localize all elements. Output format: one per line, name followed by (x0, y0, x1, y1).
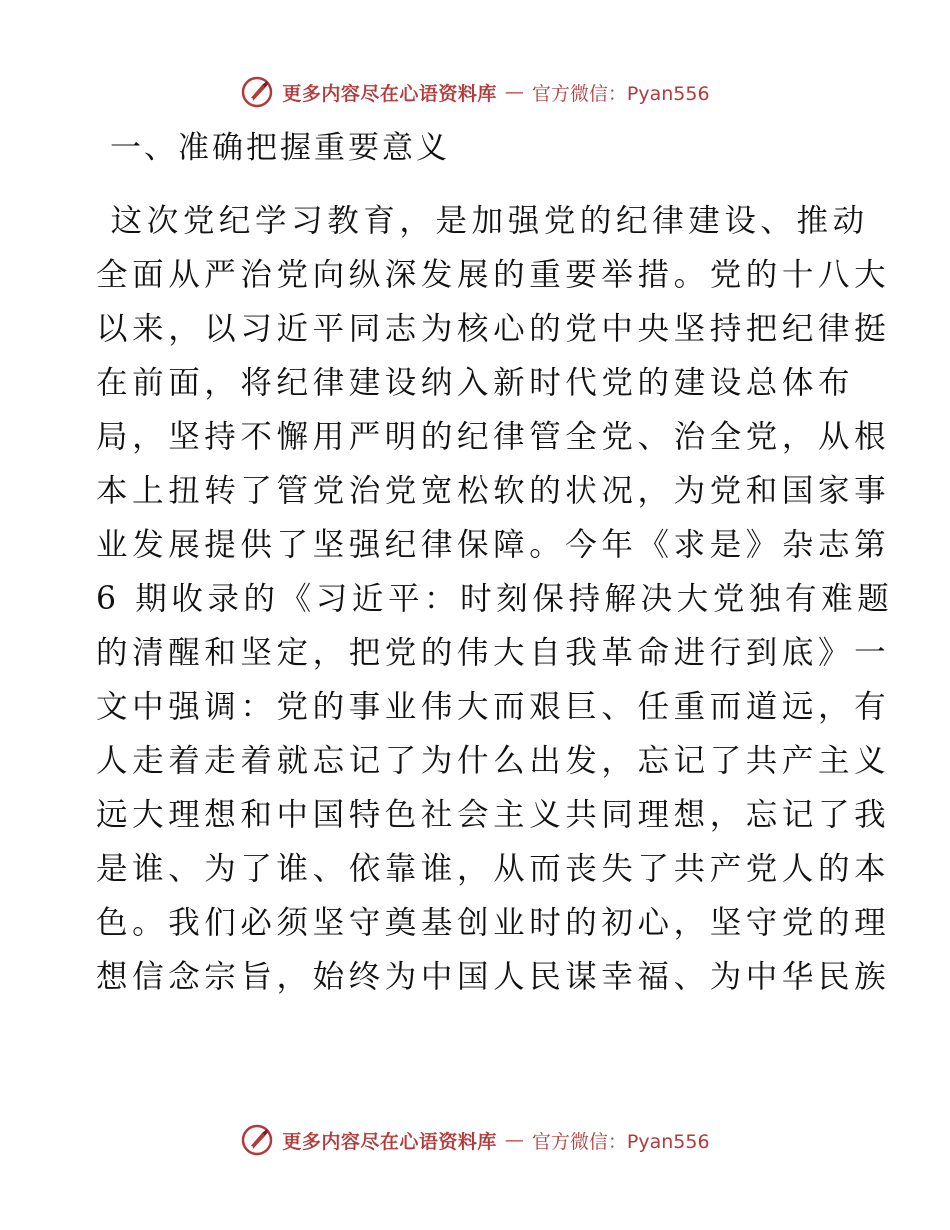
paragraph-line: 这次党纪学习教育，是加强党的纪律建设、推动 (96, 203, 869, 239)
paragraph-line: 业发展提供了坚强纪律保障。今年《求是》杂志第 (96, 527, 891, 563)
paragraph-line: 色。我们必须坚守奠基创业时的初心，坚守党的理 (96, 905, 891, 941)
paragraph-line: 局，坚持不懈用严明的纪律管全党、治全党，从根 (96, 419, 891, 455)
header-watermark (0, 72, 950, 112)
paragraph-line: 全面从严治党向纵深发展的重要举措。党的十八大 (96, 257, 891, 293)
paragraph-line: 6 期收录的《习近平：时刻保持解决大党独有难题 (96, 581, 894, 617)
quill-pen-icon (240, 75, 274, 109)
footer-watermark (0, 1120, 950, 1160)
paragraph-line: 在前面，将纪律建设纳入新时代党的建设总体布 (96, 365, 855, 401)
paragraph-line: 想信念宗旨，始终为中国人民谋幸福、为中华民族 (96, 959, 891, 995)
watermark-separator: — (504, 81, 524, 103)
paragraph-line: 文中强调：党的事业伟大而艰巨、任重而道远，有 (96, 689, 891, 725)
watermark-text: 更多内容尽在心语资料库 (282, 82, 497, 105)
watermark-text: 更多内容尽在心语资料库 (282, 1130, 497, 1153)
paragraph-line: 本上扭转了管党治党宽松软的状况，为党和国家事 (96, 473, 891, 509)
paragraph-line: 以来，以习近平同志为核心的党中央坚持把纪律挺 (96, 311, 891, 347)
watermark-contact: 官方微信：Pyan556 (531, 82, 710, 105)
paragraph-line: 人走着走着就忘记了为什么出发，忘记了共产主义 (96, 743, 891, 779)
section-heading: 一、准确把握重要意义 (110, 130, 450, 166)
watermark-separator: — (504, 1129, 524, 1151)
paragraph-line: 远大理想和中国特色社会主义共同理想，忘记了我 (96, 797, 891, 833)
paragraph-line: 的清醒和坚定，把党的伟大自我革命进行到底》一 (96, 635, 891, 671)
watermark-contact: 官方微信：Pyan556 (531, 1130, 710, 1153)
paragraph-line: 是谁、为了谁、依靠谁，从而丧失了共产党人的本 (96, 851, 891, 887)
quill-pen-icon (240, 1123, 274, 1157)
body-paragraph (96, 194, 894, 1004)
